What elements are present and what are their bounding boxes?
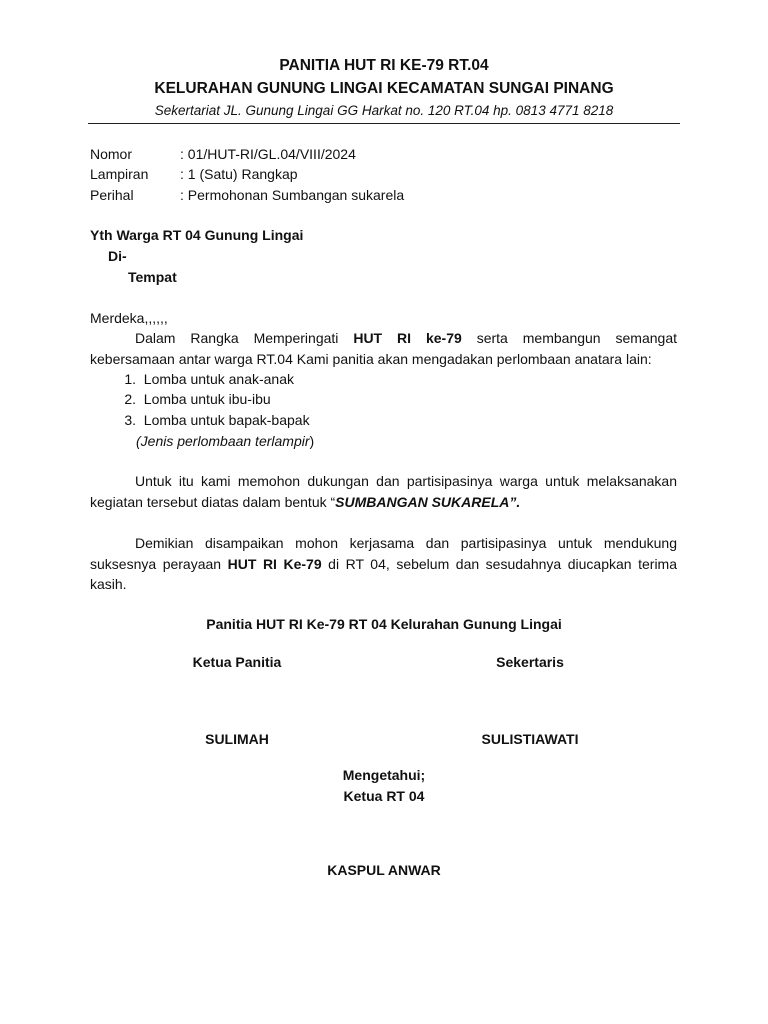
list-note-italic: (Jenis perlombaan terlampir bbox=[136, 433, 310, 449]
letterhead-subtitle: KELURAHAN GUNUNG LINGAI KECAMATAN SUNGAI PINANG bbox=[154, 80, 614, 97]
list-note bbox=[136, 433, 314, 449]
paragraph-request-emphasis: SUMBANGAN SUKARELA”. bbox=[335, 493, 521, 510]
rt-head-name: KASPUL ANWAR bbox=[327, 862, 441, 878]
paragraph-closing-c: di RT 04, sebelum dan sesudahnya diucapkan terima kasih. bbox=[90, 555, 677, 592]
perihal-label: Perihal bbox=[90, 187, 134, 203]
paragraph-closing bbox=[90, 533, 677, 595]
paragraph-request bbox=[90, 471, 677, 512]
letterhead-title: PANITIA HUT RI KE-79 RT.04 bbox=[279, 57, 489, 74]
letterhead-divider bbox=[88, 123, 680, 124]
nomor-value: : 01/HUT-RI/GL.04/VIII/2024 bbox=[180, 146, 356, 162]
recipient-line: Yth Warga RT 04 Gunung Lingai bbox=[90, 227, 304, 243]
list-item-number: 1. bbox=[124, 371, 136, 387]
list-item bbox=[90, 371, 294, 387]
secretary-title: Sekertaris bbox=[496, 654, 564, 670]
paragraph-intro-c: serta membangun semangat kebersamaan antar warga RT.04 Kami panitia akan mengadakan perlombaan anatara lain: bbox=[90, 330, 678, 367]
chair-name: SULIMAH bbox=[205, 731, 269, 747]
paragraph-intro-a: Dalam Rangka Memperingati bbox=[135, 330, 354, 346]
acknowledge-label: Mengetahui; bbox=[342, 767, 426, 783]
list-item bbox=[90, 391, 271, 407]
list-item-number: 2. bbox=[124, 391, 136, 407]
list-note-close: ) bbox=[309, 433, 315, 449]
paragraph-intro-event: HUT RI ke-79 bbox=[353, 330, 462, 346]
chair-title: Ketua Panitia bbox=[192, 654, 282, 670]
letterhead-address: Sekertariat JL. Gunung Lingai GG Harkat no. 120 RT.04 hp. 0813 4771 8218 bbox=[154, 103, 614, 118]
paragraph-closing-a: Demikian disampaikan mohon kerjasama dan partisipasinya untuk mendukung suksesnya perayaan bbox=[90, 535, 677, 572]
lampiran-value: : 1 (Satu) Rangkap bbox=[180, 166, 298, 182]
list-item-text: Lomba untuk bapak-bapak bbox=[143, 412, 310, 428]
paragraph-intro bbox=[90, 328, 677, 369]
perihal-value: : Permohonan Sumbangan sukarela bbox=[180, 187, 405, 203]
paragraph-request-a: Untuk itu kami memohon dukungan dan partisipasinya warga untuk melaksanakan kegiatan tersebut diatas dalam bentuk “ bbox=[90, 473, 677, 510]
recipient-di: Di- bbox=[108, 248, 127, 264]
list-item bbox=[90, 412, 310, 428]
recipient-tempat: Tempat bbox=[128, 269, 177, 285]
nomor-label: Nomor bbox=[90, 146, 133, 162]
lampiran-label: Lampiran bbox=[90, 166, 149, 182]
paragraph-closing-event: HUT RI Ke-79 bbox=[227, 555, 322, 572]
list-item-text: Lomba untuk ibu-ibu bbox=[143, 391, 271, 407]
rt-head-title: Ketua RT 04 bbox=[343, 788, 425, 804]
greeting: Merdeka,,,,,, bbox=[90, 310, 168, 326]
list-item-text: Lomba untuk anak-anak bbox=[143, 371, 294, 387]
secretary-name: SULISTIAWATI bbox=[481, 731, 579, 747]
list-item-number: 3. bbox=[124, 412, 136, 428]
committee-name: Panitia HUT RI Ke-79 RT 04 Kelurahan Gunung Lingai bbox=[206, 616, 562, 632]
